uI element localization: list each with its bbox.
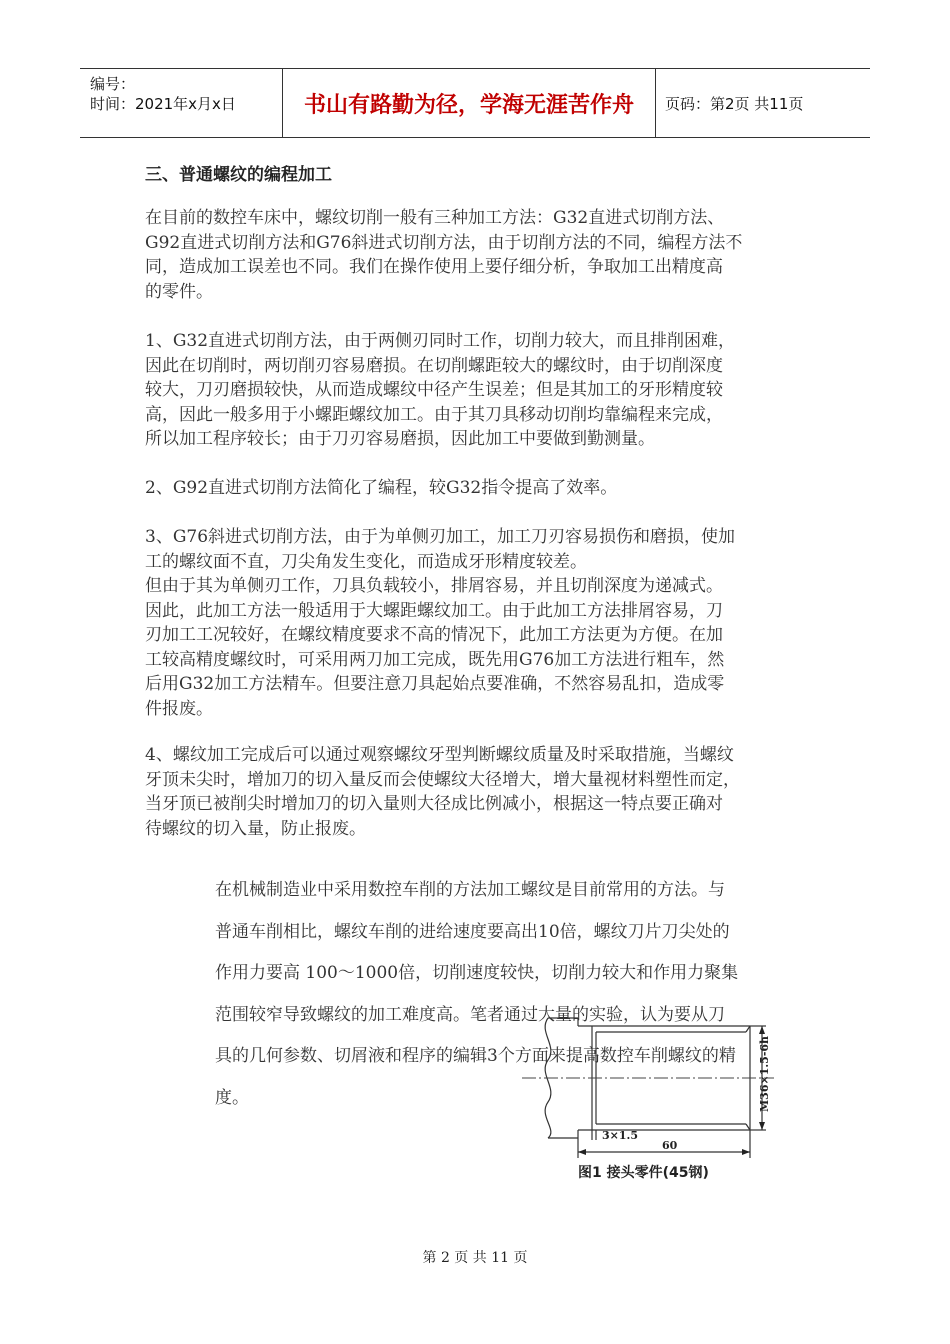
text-line: 但由于其为单侧刃工作，刀具负载较小，排屑容易，并且切削深度为递减式。 <box>145 576 723 596</box>
text-line: 在机械制造业中采用数控车削的方法加工螺纹是目前常用的方法。与 <box>215 880 725 900</box>
text-line: 同，造成加工误差也不同。我们在操作使用上要仔细分析，争取加工出精度高 <box>145 257 723 277</box>
text-line: 当牙顶已被削尖时增加刀的切入量则大径成比例减小，根据这一特点要正确对 <box>145 794 723 814</box>
text-line: 因此在切削时，两切削刃容易磨损。在切削螺距较大的螺纹时，由于切削深度 <box>145 355 723 376</box>
text-line: 较大，刀刃磨损较快，从而造成螺纹中径产生误差；但是其加工的牙形精度较 <box>145 380 723 400</box>
text-line: 工较高精度螺纹时，可采用两刀加工完成，既先用G76加工方法进行粗车，然 <box>145 649 725 670</box>
text-line: 牙顶未尖时，增加刀的切入量反而会使螺纹大径增大，增大量视材料塑性而定， <box>145 769 740 790</box>
text-line: 后用G32加工方法精车。但要注意刀具起始点要准确，不然容易乱扣，造成零 <box>145 674 725 694</box>
part-drawing <box>512 1012 782 1162</box>
chamfer-dimension-label: 3×1.5 <box>602 1129 639 1142</box>
header-left-cell <box>80 69 282 137</box>
number-label: 编号： <box>90 75 136 93</box>
text-line: 待螺纹的切入量，防止报废。 <box>145 818 366 839</box>
header-motto: 书山有路勤为径，学海无涯苦作舟 <box>282 69 656 137</box>
text-line: 因此，此加工方法一般适用于大螺距螺纹加工。由于此加工方法排屑容易，刀 <box>145 600 723 621</box>
text-line: 作用力要高 100～1000倍，切削速度较快，切削力较大和作用力聚集 <box>215 963 739 983</box>
text-line: 具的几何参数、切屑液和程序的编辑3个方面来提高数控车削螺纹的精 <box>215 1046 736 1066</box>
page-header <box>80 68 870 138</box>
paragraph-g76 <box>145 525 810 721</box>
text-line: 1、G32直进式切削方法，由于两侧刃同时工作，切削力较大，而且排削困难， <box>145 331 736 351</box>
paragraph-g92 <box>145 476 810 501</box>
text-line: 工的螺纹面不直，刀尖角发生变化，而造成牙形精度较差。 <box>145 551 587 572</box>
thread-dimension-label: M36×1.5-6h <box>758 1035 771 1112</box>
text-line: G92直进式切削方法和G76斜进式切削方法，由于切削方法的不同，编程方法不 <box>145 232 743 253</box>
text-line: 所以加工程序较长；由于刀刃容易磨损，因此加工中要做到勤测量。 <box>145 429 655 449</box>
text-line: 高，因此一般多用于小螺距螺纹加工。由于其刀具移动切削均靠编程来完成， <box>145 404 723 425</box>
text-line: 件报废。 <box>145 698 213 719</box>
paragraph-inspection <box>145 743 810 841</box>
date-label: 时间：2021年x月x日 <box>90 95 236 113</box>
figure-caption: 图1 接头零件(45钢) <box>578 1165 709 1181</box>
length-dimension-label: 60 <box>662 1139 678 1152</box>
page-footer: 第 2 页 共 11 页 <box>422 1250 528 1266</box>
text-line: 普通车削相比，螺纹车削的进给速度要高出10倍，螺纹刀片刀尖处的 <box>215 921 730 942</box>
text-line: 4、螺纹加工完成后可以通过观察螺纹牙型判断螺纹质量及时采取措施，当螺纹 <box>145 745 734 765</box>
paragraph-g32 <box>145 329 810 452</box>
section-title: 三、普通螺纹的编程加工 <box>145 165 332 185</box>
text-line: 刃加工工况较好，在螺纹精度要求不高的情况下，此加工方法更为方便。在加 <box>145 625 723 645</box>
text-line: 的零件。 <box>145 281 213 302</box>
text-line: 范围较窄导致螺纹的加工难度高。笔者通过大量的实验，认为要从刀 <box>215 1004 725 1025</box>
text-line: 在目前的数控车床中，螺纹切削一般有三种加工方法：G32直进式切削方法、 <box>145 208 725 228</box>
text-line: 2、G92直进式切削方法简化了编程，较G32指令提高了效率。 <box>145 478 618 498</box>
paragraph-intro <box>145 206 810 304</box>
text-line: 3、G76斜进式切削方法，由于为单侧刃加工，加工刀刃容易损伤和磨损，使加 <box>145 527 736 547</box>
part-drawing-figure <box>512 1012 782 1162</box>
page-number-label: 页码：第2页 共11页 <box>665 94 804 113</box>
text-line: 度。 <box>215 1087 249 1108</box>
